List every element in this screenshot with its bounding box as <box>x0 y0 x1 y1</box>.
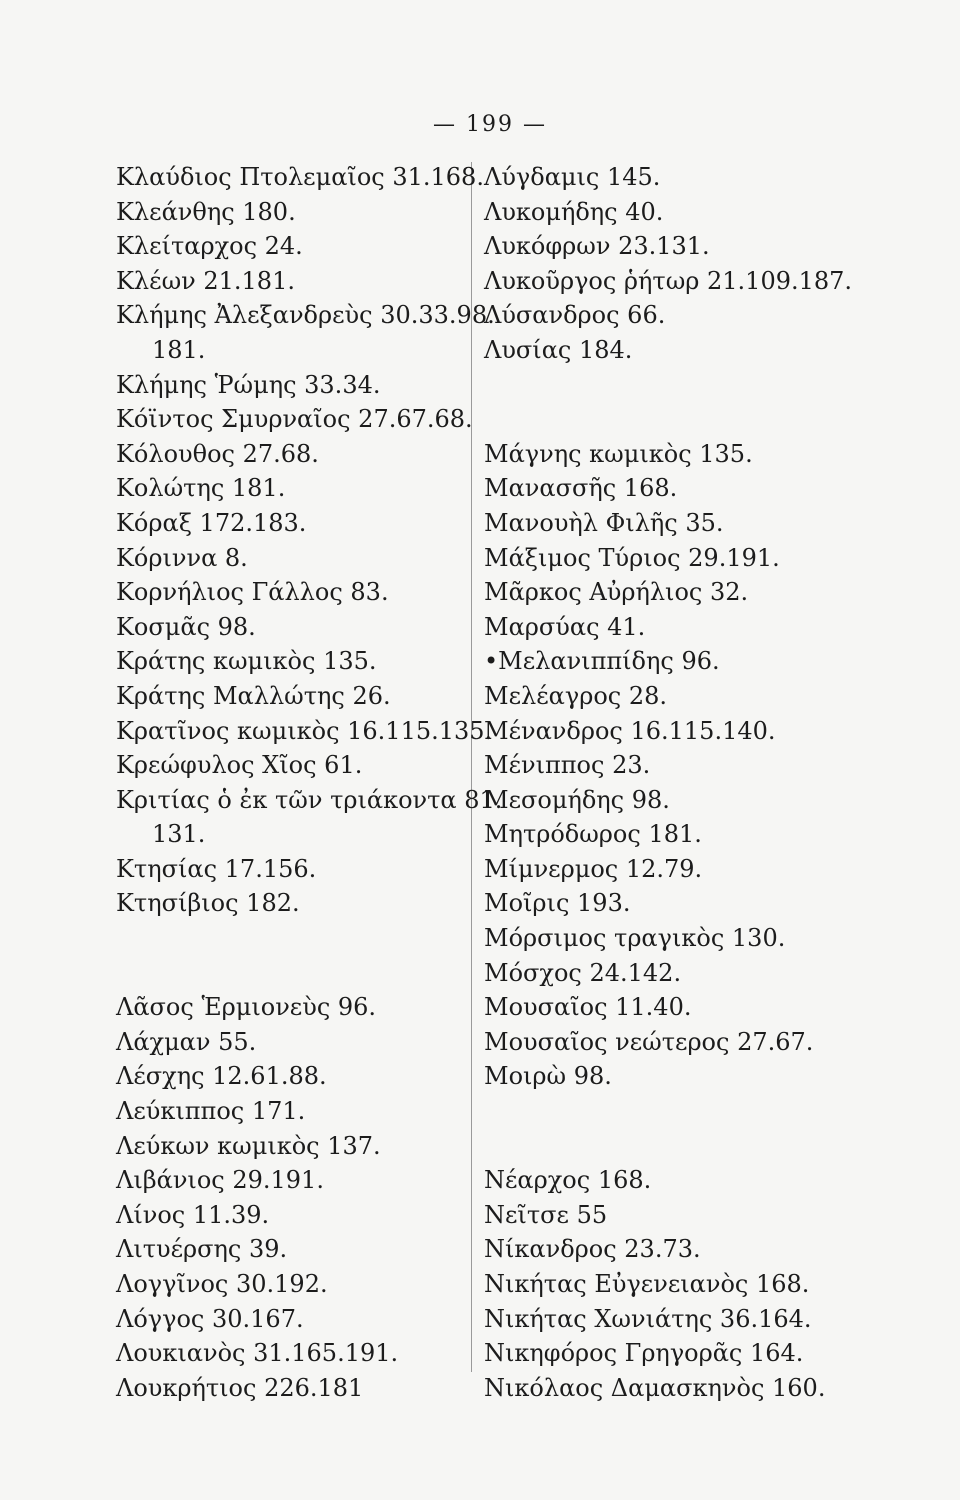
left-column <box>116 160 503 1405</box>
index-entry: Νίκανδρος 23.73. <box>484 1235 701 1264</box>
index-entry: Λάχμαν 55. <box>116 1027 257 1056</box>
index-entry: Λυκόφρων 23.131. <box>484 232 710 261</box>
index-entry: Κτησίβιος 182. <box>116 889 300 918</box>
index-entry: Λεύκιππος 171. <box>116 1097 306 1126</box>
index-entry: Κριτίας ὁ ἐκ τῶν τριάκοντα 81. <box>116 785 503 814</box>
index-entry: 131. <box>152 820 206 849</box>
index-entry: Κλεάνθης 180. <box>116 197 296 226</box>
index-entry: Κλαύδιος Πτολεμαῖος 31.168. <box>116 163 484 191</box>
index-entry: Κλείταρχος 24. <box>116 232 303 261</box>
index-entry: Κτησίας 17.156. <box>116 854 317 883</box>
index-entry: Κράτης Μαλλώτης 26. <box>116 681 391 710</box>
index-entry: Λογγῖνος 30.192. <box>116 1270 328 1298</box>
index-entry: Κράτης κωμικὸς 135. <box>116 647 377 676</box>
index-entry: Λουκιανὸς 31.165.191. <box>116 1339 399 1368</box>
index-entry: Νέαρχος 168. <box>484 1166 652 1195</box>
index-group-nu <box>484 1163 924 1405</box>
index-entry: Κρεώφυλος Χῖος 61. <box>116 751 363 780</box>
index-entry: Κόϊντος Σμυρναῖος 27.67.68. <box>116 405 473 434</box>
index-group-lambda <box>116 990 476 1405</box>
index-entry: Κρατῖνος κωμικὸς 16.115.135. <box>116 716 493 745</box>
index-entry: Λόγγος 30.167. <box>116 1304 304 1333</box>
index-entry: Μουσαῖος νεώτερος 27.67. <box>484 1027 814 1056</box>
index-entry: Μανασσῆς 168. <box>484 474 678 503</box>
index-entry: Μᾶρκος Αὐρήλιος 32. <box>484 578 749 607</box>
index-entry: Κλήμης Ῥώμης 33.34. <box>116 370 381 399</box>
index-entry: Μίμνερμος 12.79. <box>484 854 703 883</box>
index-group-kappa <box>116 160 503 921</box>
group-spacer <box>116 921 476 990</box>
index-entry: Νικόλαος Δαμασκηνὸς 160. <box>484 1373 826 1402</box>
index-entry: Κολώτης 181. <box>116 474 286 503</box>
index-entry: Μανουὴλ Φιλῆς 35. <box>484 508 724 537</box>
index-entry: Μελέαγρος 28. <box>484 681 667 710</box>
index-entry: 181. <box>152 335 206 364</box>
index-entry: Λύγδαμις 145. <box>484 163 661 191</box>
index-entry: Νικήτας Χωνιάτης 36.164. <box>484 1304 812 1333</box>
index-entry: Λυκοῦργος ῥήτωρ 21.109.187. <box>484 266 853 295</box>
index-entry: Μοιρὼ 98. <box>484 1062 612 1091</box>
index-entry: Κόριννα 8. <box>116 543 248 572</box>
index-entry: Κόραξ 172.183. <box>116 508 307 537</box>
index-entry: Μαρσύας 41. <box>484 612 646 641</box>
index-entry: Μουσαῖος 11.40. <box>484 993 692 1022</box>
group-spacer <box>484 1094 924 1163</box>
index-entry: Κόλουθος 27.68. <box>116 439 319 468</box>
index-entry: •Μελανιππίδης 96. <box>484 647 720 676</box>
index-entry: Μάξιμος Τύριος 29.191. <box>484 543 780 572</box>
index-entry: Λυσίας 184. <box>484 335 633 364</box>
index-entry: Λίνος 11.39. <box>116 1200 270 1229</box>
index-entry: Λᾶσος Ἑρμιονεὺς 96. <box>116 993 377 1022</box>
index-entry: Λουκρήτιος 226.181 <box>116 1373 364 1402</box>
group-spacer <box>484 368 924 437</box>
index-entry: Μητρόδωρος 181. <box>484 820 702 849</box>
index-entry: Νικήτας Εὐγενειανὸς 168. <box>484 1270 810 1298</box>
index-entry: Κλήμης Ἀλεξανδρεὺς 30.33.98. <box>116 301 495 330</box>
index-entry: Νικηφόρος Γρηγορᾶς 164. <box>484 1339 804 1368</box>
index-entry: Μάγνης κωμικὸς 135. <box>484 439 753 468</box>
index-entry: Μεσομήδης 98. <box>484 785 670 814</box>
index-entry: Λιτυέρσης 39. <box>116 1235 288 1264</box>
index-entry: Μένιππος 23. <box>484 751 651 780</box>
index-entry: Λεύκων κωμικὸς 137. <box>116 1131 381 1160</box>
index-entry: Λέσχης 12.61.88. <box>116 1062 327 1091</box>
index-entry: Λύσανδρος 66. <box>484 301 666 330</box>
index-entry: Νεῖτσε 55 <box>484 1200 608 1229</box>
index-entry: Κλέων 21.181. <box>116 266 295 295</box>
index-entry: Λιβάνιος 29.191. <box>116 1166 324 1195</box>
index-group-lambda-cont <box>484 160 924 368</box>
page-number: — 199 — <box>433 112 547 137</box>
right-column <box>484 160 924 1405</box>
index-entry: Μόρσιμος τραγικὸς 130. <box>484 924 786 953</box>
index-entry: Κορνήλιος Γάλλος 83. <box>116 578 389 607</box>
index-group-mu <box>484 437 924 1094</box>
index-entry: Κοσμᾶς 98. <box>116 612 256 641</box>
index-entry: Μόσχος 24.142. <box>484 958 682 987</box>
index-entry: Μοῖρις 193. <box>484 889 631 918</box>
index-entry: Μένανδρος 16.115.140. <box>484 716 776 745</box>
index-entry: Λυκομήδης 40. <box>484 197 664 226</box>
